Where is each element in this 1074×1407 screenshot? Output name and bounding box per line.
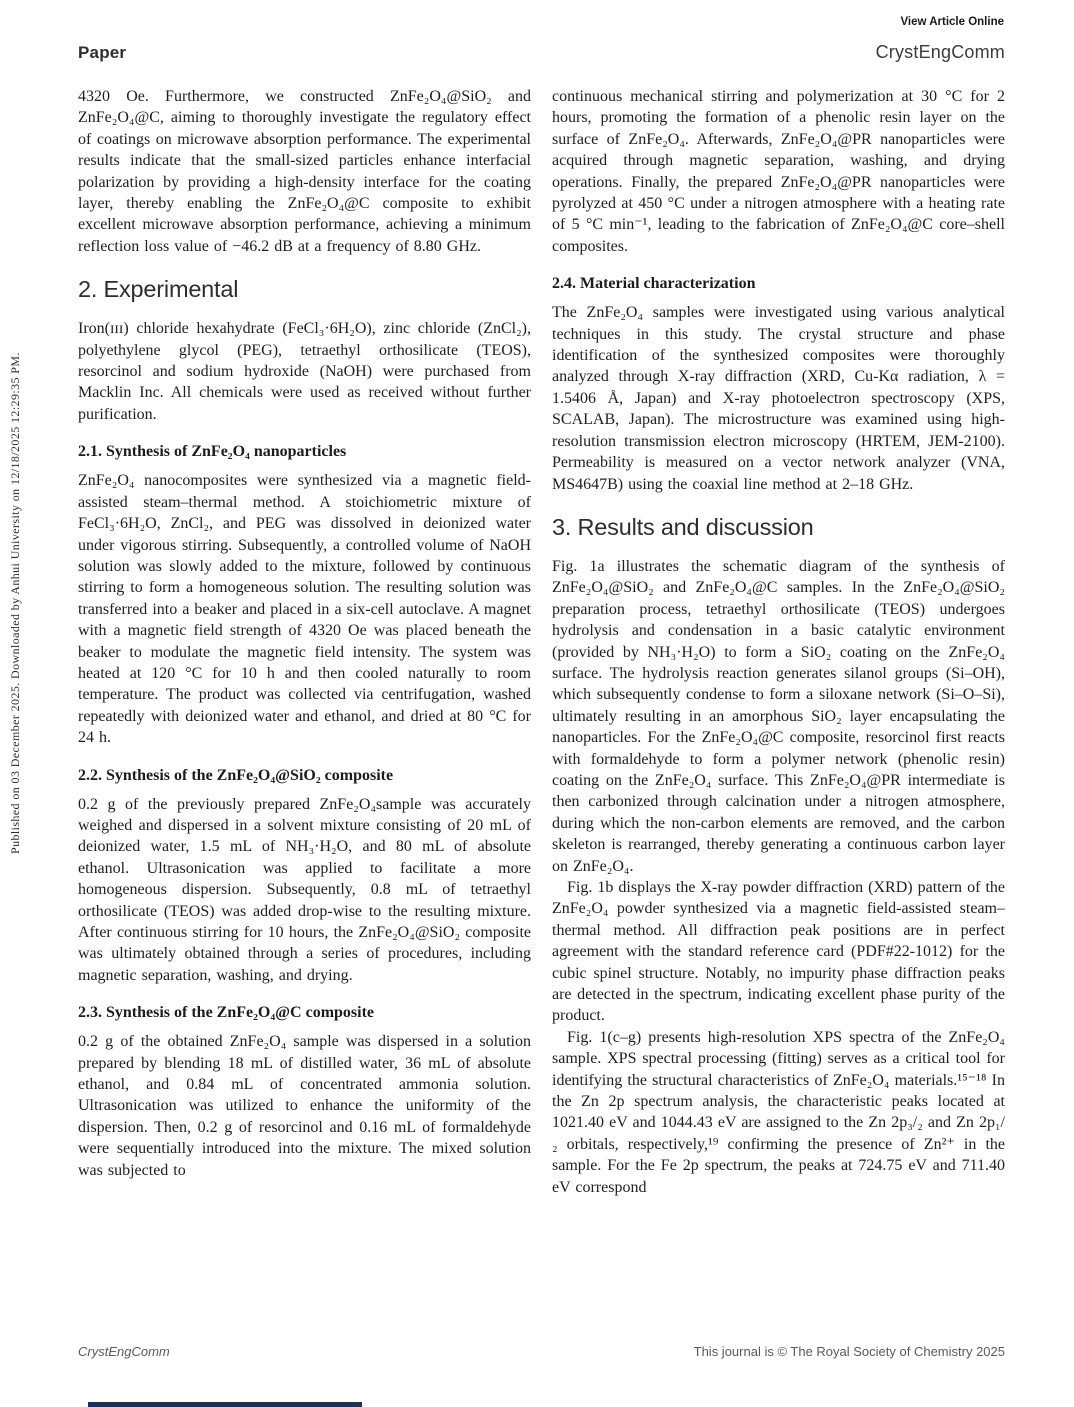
paragraph-fig1cg: Fig. 1(c–g) presents high-resolution XPS spectra of the ZnFe₂O₄ sample. XPS spectral processing (fitting) serves as a critical tool for identifying the structural characteristics of ZnFe₂O₄ materials.¹⁵⁻¹⁸ In the Zn 2p spectrum analysis, the characteristic peaks located at 1021.40 eV and 1044.43 eV are assigned to the Zn 2p₃/₂ and Zn 2p₁/₂ orbitals, respectively,¹⁹ confirming the presence of Zn²⁺ in the sample. For the Fe 2p spectrum, the peaks at 724.75 eV and 711.40 eV correspond bbox=[552, 1028, 1005, 1196]
footer-journal-name: CrystEngComm bbox=[78, 1344, 170, 1359]
paragraph-fig1b: Fig. 1b displays the X-ray powder diffraction (XRD) pattern of the ZnFe₂O₄ powder synthesized via a magnetic field-assisted steam–thermal method. All diffraction peak positions are in perfect agreement with the standard reference card (PDF#22-1012) for the cubic spinel structure. Notably, no impurity phase diffraction peaks are detected in the spectrum, indicating excellent phase purity of the product. bbox=[552, 879, 1005, 1025]
view-article-online-link[interactable]: View Article Online bbox=[900, 16, 1004, 28]
next-page-edge-bar bbox=[88, 1402, 362, 1407]
download-stamp: Published on 03 December 2025. Downloaded by Anhui University on 12/18/2025 12:29:35 PM. bbox=[8, 352, 22, 854]
paragraph-fig1a: Fig. 1a illustrates the schematic diagram of the synthesis of ZnFe₂O₄@SiO₂ and ZnFe₂O₄@C samples. In the ZnFe₂O₄@SiO₂ preparation process, tetraethyl orthosilicate (TEOS) undergoes hydrolysis and condensation in a basic catalytic environment (provided by NH₃·H₂O) to form a SiO₂ coating on the ZnFe₂O₄ surface. The hydrolysis reaction generates silanol groups (Si–OH), which subsequently condense to form a siloxane network (Si–O–Si), ultimately resulting in an amorphous SiO₂ layer encapsulating the nanoparticles. For the ZnFe₂O₄@C composite, resorcinol first reacts with formaldehyde to form a polymer network (phenolic resin) coating on the ZnFe₂O₄ surface. This ZnFe₂O₄@PR intermediate is then carbonized through calcination under a nitrogen atmosphere, during which the non-carbon elements are removed, and the carbon skeleton is rearranged, thereby generating a continuous carbon layer on ZnFe₂O₄. bbox=[552, 557, 1005, 875]
paragraph-synthesis-sio2: 0.2 g of the previously prepared ZnFe₂O₄sample was accurately weighed and dispersed in a solvent mixture consisting of 20 mL of deionized water, 1.5 mL of NH₃·H₂O, and 80 mL of absolute ethanol. Ultrasonication was applied to facilitate a more homogeneous dispersion. Subsequently, 0.8 mL of tetraethyl orthosilicate (TEOS) was added drop-wise to the resulting mixture. After continuous stirring for 10 hours, the ZnFe₂O₄@SiO₂ composite was ultimately obtained through a series of procedures, including magnetic separation, washing, and drying. bbox=[78, 795, 531, 984]
left-column bbox=[78, 86, 531, 1198]
paragraph-pyrolysis-continuation: continuous mechanical stirring and polymerization at 30 °C for 2 hours, promoting the formation of a phenolic resin layer on the surface of ZnFe₂O₄. Afterwards, ZnFe₂O₄@PR nanoparticles were acquired through magnetic separation, washing, and drying operations. Finally, the prepared ZnFe₂O₄@PR nanoparticles were pyrolyzed at 450 °C under a nitrogen atmosphere with a heating rate of 5 °C min⁻¹, leading to the fabrication of ZnFe₂O₄@C core–shell composites. bbox=[552, 88, 1005, 255]
article-body bbox=[78, 86, 1005, 1198]
masthead bbox=[78, 42, 1005, 63]
section-3-heading: 3. Results and discussion bbox=[552, 513, 814, 540]
paragraph-intro-continuation: 4320 Oe. Furthermore, we constructed ZnFe₂O₄@SiO₂ and ZnFe₂O₄@C, aiming to thoroughly investigate the regulatory effect of coatings on microwave absorption performance. The experimental results indicate that the small-sized particles enhance interfacial polarization by providing a high-density interface for the coating layer, thereby enabling the ZnFe₂O₄@C composite to exhibit excellent microwave absorption performance, achieving a minimum reflection loss value of −46.2 dB at a frequency of 8.80 GHz. bbox=[78, 88, 531, 255]
right-column bbox=[552, 86, 1005, 1198]
section-2-3-heading: 2.3. Synthesis of the ZnFe₂O₄@C composite bbox=[78, 1004, 375, 1022]
page-footer bbox=[78, 1344, 1005, 1359]
paragraph-characterization: The ZnFe₂O₄ samples were investigated using various analytical techniques in this study. The crystal structure and phase identification of the synthesized composites were thoroughly analyzed through X-ray diffraction (XRD, Cu-Kα radiation, λ = 1.5406 Å, Japan) and X-ray photoelectron spectroscopy (XPS, SCALAB, Japan). The microstructure was examined using high-resolution transmission electron microscopy (HRTEM, JEM-2100). Permeability is measured on a vector network analyzer (VNA, MS4647B) using the coaxial line method at 2–18 GHz. bbox=[552, 304, 1005, 493]
section-2-1-heading: 2.1. Synthesis of ZnFe₂O₄ nanoparticles bbox=[78, 443, 347, 461]
article-type-label: Paper bbox=[78, 43, 127, 62]
footer-copyright: This journal is © The Royal Society of Chemistry 2025 bbox=[693, 1344, 1005, 1359]
paragraph-synthesis-carbon: 0.2 g of the obtained ZnFe₂O₄ sample was dispersed in a solution prepared by blending 18 mL of distilled water, 36 mL of absolute ethanol, and 0.84 mL of concentrated ammonia solution. Ultrasonication was utilized to enhance the uniformity of the dispersion. Then, 0.2 g of resorcinol and 0.16 mL of formaldehyde were sequentially introduced into the mixture. The mixed solution was subjected to bbox=[78, 1033, 531, 1179]
paragraph-materials: Iron(ɪɪɪ) chloride hexahydrate (FeCl₃·6H₂O), zinc chloride (ZnCl₂), polyethylene glycol (PEG), tetraethyl orthosilicate (TEOS), resorcinol and sodium hydroxide (NaOH) were purchased from Macklin Inc. All chemicals were used as received without further purification. bbox=[78, 320, 531, 423]
journal-name-header: CrystEngComm bbox=[875, 42, 1005, 62]
paragraph-synthesis-nanoparticles: ZnFe₂O₄ nanocomposites were synthesized via a magnetic field-assisted steam–thermal method. A stoichiometric mixture of FeCl₃·6H₂O, ZnCl₂, and PEG was dissolved in deionized water under vigorous stirring. Subsequently, a controlled volume of NaOH solution was slowly added to the mixture, followed by continuous stirring to form a homogeneous solution. The resulting solution was transferred into a beaker and placed in a six-cell autoclave. A magnet with a magnetic field strength of 4320 Oe was placed beneath the beaker to modulate the magnetic field intensity. The system was heated at 120 °C for 10 h and then cooled naturally to room temperature. The product was collected via centrifugation, washed repeatedly with deionized water and ethanol, and dried at 80 °C for 24 h. bbox=[78, 472, 531, 747]
section-2-2-heading: 2.2. Synthesis of the ZnFe₂O₄@SiO₂ composite bbox=[78, 766, 394, 784]
section-2-heading: 2. Experimental bbox=[78, 276, 239, 303]
section-2-4-heading: 2.4. Material characterization bbox=[552, 275, 756, 293]
